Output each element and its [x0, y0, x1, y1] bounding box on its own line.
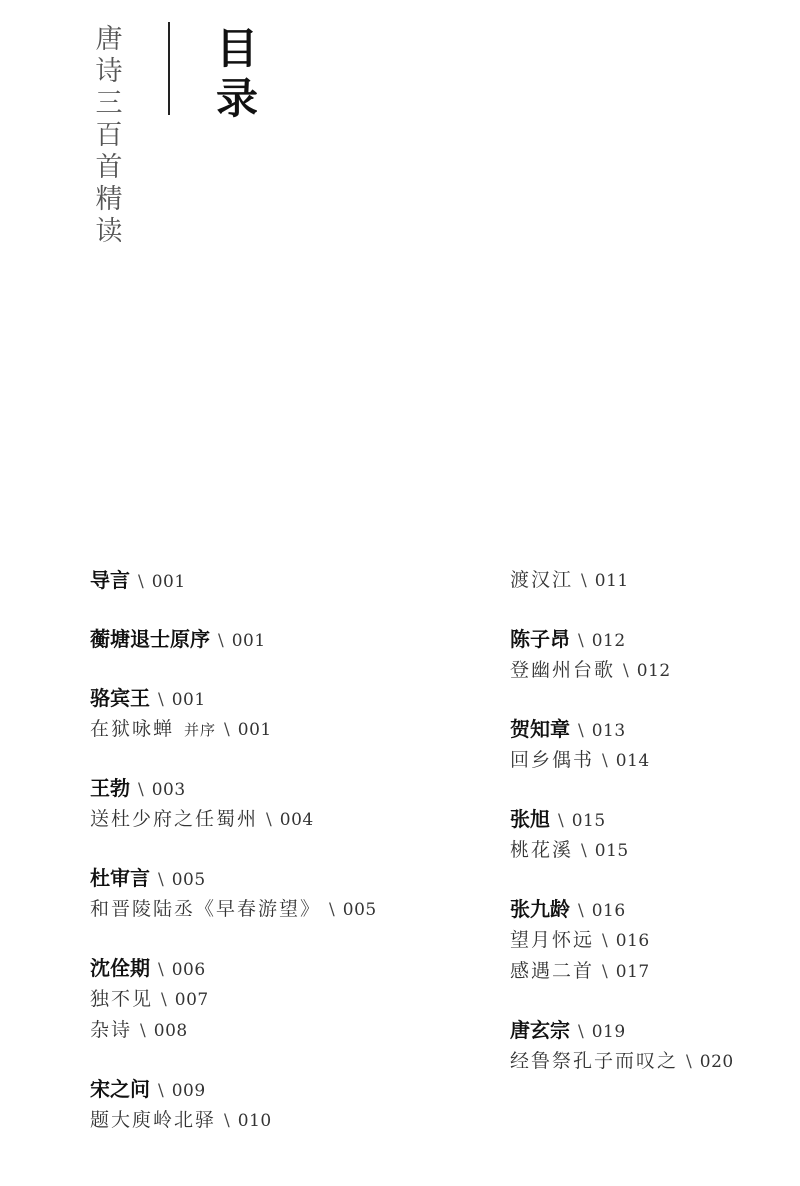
page-number: 007	[174, 990, 209, 1010]
author-name: 杜审言	[90, 866, 150, 890]
toc-left-column	[90, 565, 480, 1164]
toc-heading	[212, 24, 262, 124]
separator: \	[602, 931, 608, 951]
page-number: 015	[571, 811, 606, 831]
page-number: 014	[615, 751, 650, 771]
page-number: 019	[591, 1022, 626, 1042]
toc-author-entry[interactable]	[90, 683, 480, 714]
poem-title: 经鲁祭孔子而叹之	[510, 1050, 679, 1072]
separator: \	[158, 690, 164, 710]
author-name: 贺知章	[510, 717, 570, 741]
book-title-char: 百	[95, 120, 123, 151]
author-name: 导言	[90, 568, 130, 592]
page-number: 001	[171, 690, 206, 710]
separator: \	[266, 810, 272, 830]
toc-group	[510, 894, 790, 987]
author-name: 沈佺期	[90, 956, 150, 980]
toc-author-entry[interactable]	[510, 804, 790, 835]
page-number: 001	[231, 631, 266, 651]
separator: \	[158, 1081, 164, 1101]
toc-group	[510, 624, 790, 686]
toc-heading-char: 目	[215, 24, 258, 73]
poem-title: 桃花溪	[510, 839, 574, 861]
toc-author-entry[interactable]	[90, 953, 480, 984]
page-number: 001	[151, 572, 186, 592]
separator: \	[224, 1111, 230, 1131]
page-number: 012	[636, 661, 671, 681]
toc-poem-entry[interactable]	[510, 565, 790, 596]
page-number: 012	[591, 631, 626, 651]
toc-group	[90, 1074, 480, 1136]
toc-group	[510, 714, 790, 776]
toc-poem-entry[interactable]	[510, 1046, 790, 1077]
separator: \	[138, 780, 144, 800]
book-title-char: 诗	[95, 56, 123, 87]
separator: \	[578, 901, 584, 921]
book-title-char: 首	[95, 152, 123, 183]
toc-heading-char: 录	[215, 74, 258, 123]
page-number: 015	[594, 841, 629, 861]
poem-note: 并序	[184, 721, 217, 739]
separator: \	[686, 1052, 692, 1072]
poem-title: 题大庾岭北驿	[90, 1109, 217, 1131]
toc-author-entry[interactable]	[90, 1074, 480, 1105]
separator: \	[581, 571, 587, 591]
author-name: 骆宾王	[90, 686, 150, 710]
page-number: 020	[699, 1052, 734, 1072]
poem-title: 在狱咏蝉	[90, 718, 175, 740]
book-title	[92, 24, 126, 248]
toc-group	[90, 773, 480, 835]
toc-poem-entry[interactable]	[510, 655, 790, 686]
page-number: 001	[237, 720, 272, 740]
separator: \	[140, 1021, 146, 1041]
separator: \	[158, 960, 164, 980]
author-name: 唐玄宗	[510, 1018, 570, 1042]
toc-group	[90, 624, 480, 655]
toc-author-entry[interactable]	[510, 1015, 790, 1046]
toc-right-column	[510, 565, 790, 1105]
toc-poem-entry[interactable]	[90, 714, 480, 745]
toc-poem-entry[interactable]	[90, 1105, 480, 1136]
page-number: 013	[591, 721, 626, 741]
poem-title: 渡汉江	[510, 569, 574, 591]
page-number: 017	[615, 962, 650, 982]
toc-author-entry[interactable]	[510, 714, 790, 745]
separator: \	[578, 1022, 584, 1042]
separator: \	[224, 720, 230, 740]
page-number: 005	[171, 870, 206, 890]
page-number: 016	[591, 901, 626, 921]
poem-title: 和晋陵陆丞《早春游望》	[90, 898, 322, 920]
separator: \	[578, 631, 584, 651]
page-number: 008	[153, 1021, 188, 1041]
poem-title: 杂诗	[90, 1019, 133, 1041]
toc-group	[90, 863, 480, 925]
separator: \	[161, 990, 167, 1010]
poem-title: 望月怀远	[510, 929, 595, 951]
page-number: 003	[151, 780, 186, 800]
author-name: 张旭	[510, 807, 550, 831]
toc-poem-entry[interactable]	[90, 984, 480, 1015]
toc-author-entry[interactable]	[510, 894, 790, 925]
page-number: 010	[237, 1111, 272, 1131]
toc-author-entry[interactable]	[510, 624, 790, 655]
book-title-char: 唐	[95, 24, 123, 55]
poem-title: 送杜少府之任蜀州	[90, 808, 259, 830]
page-number: 009	[171, 1081, 206, 1101]
toc-author-entry[interactable]	[90, 624, 480, 655]
toc-group	[90, 565, 480, 596]
separator: \	[138, 572, 144, 592]
author-name: 陈子昂	[510, 627, 570, 651]
title-divider	[168, 22, 170, 115]
author-name: 宋之问	[90, 1077, 150, 1101]
book-title-char: 读	[95, 216, 123, 247]
page-number: 011	[594, 571, 629, 591]
separator: \	[158, 870, 164, 890]
toc-group	[90, 683, 480, 745]
author-name: 张九龄	[510, 897, 570, 921]
page-number: 005	[342, 900, 377, 920]
book-title-char: 三	[95, 88, 123, 119]
toc-poem-entry[interactable]	[510, 745, 790, 776]
toc-group	[90, 953, 480, 1046]
separator: \	[218, 631, 224, 651]
toc-group	[510, 804, 790, 866]
toc-poem-entry[interactable]	[510, 956, 790, 987]
separator: \	[623, 661, 629, 681]
toc-poem-entry[interactable]	[90, 1015, 480, 1046]
separator: \	[602, 962, 608, 982]
toc-author-entry[interactable]	[90, 863, 480, 894]
poem-title: 登幽州台歌	[510, 659, 616, 681]
toc-poem-entry[interactable]	[90, 894, 480, 925]
toc-poem-entry[interactable]	[90, 804, 480, 835]
toc-group	[510, 1015, 790, 1077]
toc-group	[510, 565, 790, 596]
page-number: 016	[615, 931, 650, 951]
separator: \	[602, 751, 608, 771]
page-number: 006	[171, 960, 206, 980]
toc-author-entry[interactable]	[90, 773, 480, 804]
poem-title: 回乡偶书	[510, 749, 595, 771]
separator: \	[558, 811, 564, 831]
separator: \	[581, 841, 587, 861]
toc-author-entry[interactable]	[90, 565, 480, 596]
page-number: 004	[279, 810, 314, 830]
toc-poem-entry[interactable]	[510, 835, 790, 866]
poem-title: 感遇二首	[510, 960, 595, 982]
toc-poem-entry[interactable]	[510, 925, 790, 956]
poem-title: 独不见	[90, 988, 154, 1010]
book-title-char: 精	[95, 184, 123, 215]
author-name: 蘅塘退士原序	[90, 627, 210, 651]
separator: \	[329, 900, 335, 920]
author-name: 王勃	[90, 776, 130, 800]
separator: \	[578, 721, 584, 741]
